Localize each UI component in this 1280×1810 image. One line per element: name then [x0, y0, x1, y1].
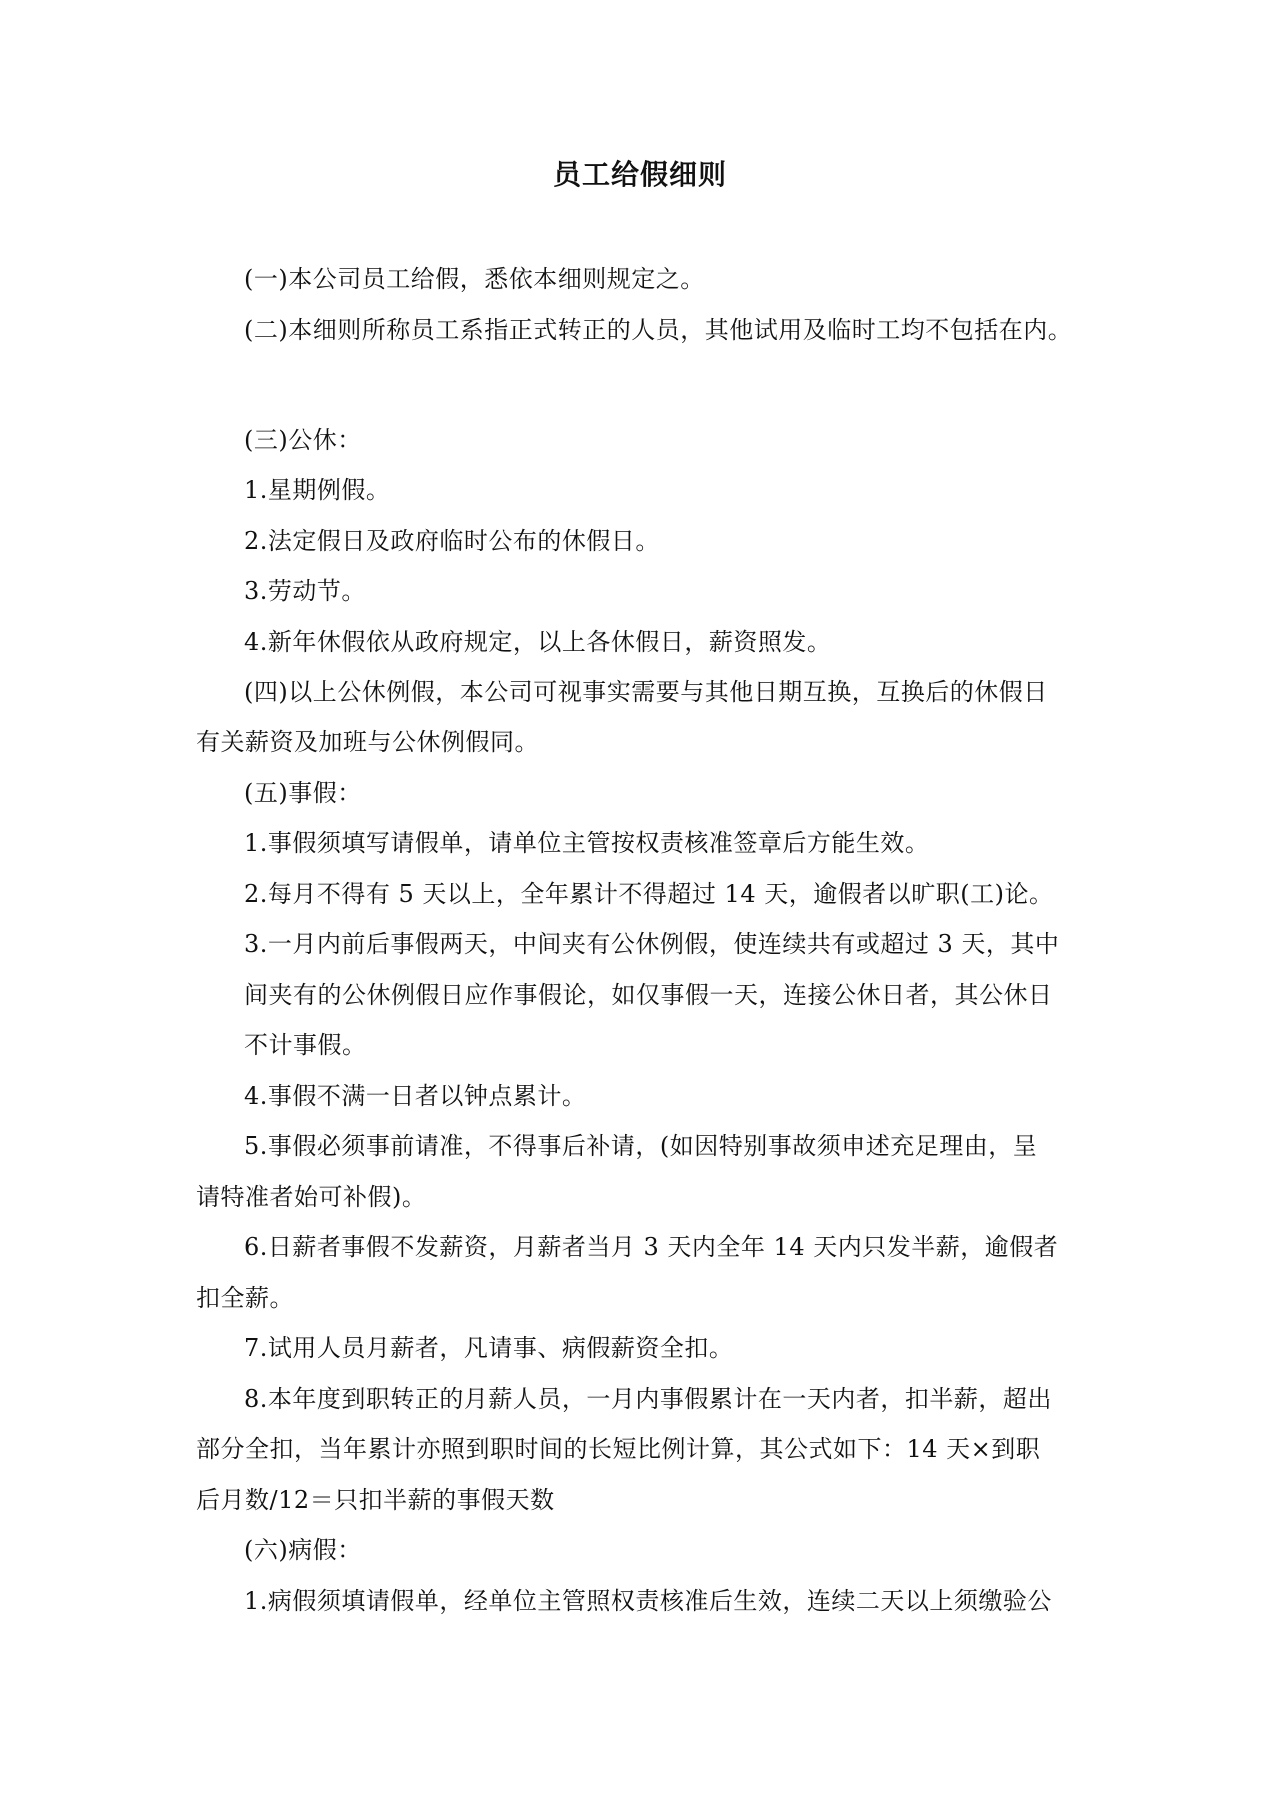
clause-6-item-1: 1.病假须填请假单，经单位主管照权责核准后生效，连续二天以上须缴验公 — [244, 1587, 1052, 1615]
clause-5-item-1: 1.事假须填写请假单，请单位主管按权责核准签章后方能生效。 — [244, 829, 930, 857]
clause-5-item-5-line-2: 请特准者始可补假)。 — [196, 1183, 427, 1211]
clause-5-item-4: 4.事假不满一日者以钟点累计。 — [244, 1082, 587, 1110]
clause-3-item-3: 3.劳动节。 — [244, 577, 366, 605]
clause-5-heading: (五)事假： — [244, 779, 362, 807]
clause-5-item-3-line-2: 间夹有的公休例假日应作事假论，如仅事假一天，连接公休日者，其公休日 — [244, 981, 1053, 1009]
clause-5-item-3-line-1: 3.一月内前后事假两天，中间夹有公休例假，使连续共有或超过 3 天，其中 — [244, 930, 1060, 958]
clause-3-item-1: 1.星期例假。 — [244, 476, 391, 504]
clause-5-item-6-line-1: 6.日薪者事假不发薪资，月薪者当月 3 天内全年 14 天内只发半薪，逾假者 — [244, 1233, 1059, 1261]
clause-3-heading: (三)公休： — [244, 426, 362, 454]
clause-3-item-2: 2.法定假日及政府临时公布的休假日。 — [244, 527, 660, 555]
clause-4-line-1: (四)以上公休例假，本公司可视事实需要与其他日期互换，互换后的休假日 — [244, 678, 1048, 706]
clause-2: (二)本细则所称员工系指正式转正的人员，其他试用及临时工均不包括在内。 — [244, 316, 1073, 344]
clause-3-item-4: 4.新年休假依从政府规定，以上各休假日，薪资照发。 — [244, 628, 832, 656]
clause-5-item-7: 7.试用人员月薪者，凡请事、病假薪资全扣。 — [244, 1334, 734, 1362]
clause-5-item-2: 2.每月不得有 5 天以上，全年累计不得超过 14 天，逾假者以旷职(工)论。 — [244, 880, 1054, 908]
clause-5-item-6-line-2: 扣全薪。 — [196, 1284, 294, 1312]
clause-5-item-5-line-1: 5.事假必须事前请准，不得事后补请，(如因特别事故须申述充足理由，呈 — [244, 1132, 1038, 1160]
clause-5-item-8-line-2: 部分全扣，当年累计亦照到职时间的长短比例计算，其公式如下：14 天×到职 — [196, 1435, 1041, 1463]
clause-5-item-3-line-3: 不计事假。 — [244, 1031, 367, 1059]
clause-1: (一)本公司员工给假，悉依本细则规定之。 — [244, 265, 705, 293]
clause-4-line-2: 有关薪资及加班与公休例假同。 — [196, 728, 539, 756]
document-title: 员工给假细则 — [552, 158, 727, 191]
clause-5-item-8-line-1: 8.本年度到职转正的月薪人员，一月内事假累计在一天内者，扣半薪，超出 — [244, 1385, 1052, 1413]
clause-6-heading: (六)病假： — [244, 1536, 362, 1564]
clause-5-item-8-line-3: 后月数/12＝只扣半薪的事假天数 — [196, 1486, 555, 1514]
